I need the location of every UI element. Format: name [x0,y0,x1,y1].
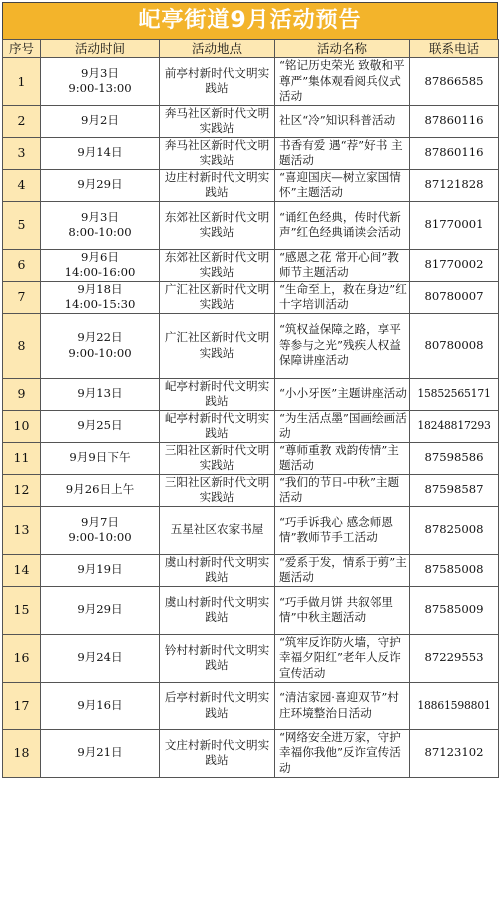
activity-time: 9月16日 [41,682,160,729]
table-row [3,58,499,106]
activity-location: 三阳社区新时代文明实践站 [160,474,275,506]
activity-location: 奔马社区新时代文明实践站 [160,137,275,169]
table-row [3,729,499,777]
row-index: 1 [3,58,41,106]
contact-phone: 81770001 [410,201,499,249]
table-row [3,169,499,201]
activity-time: 9月29日 [41,586,160,634]
row-index: 5 [3,201,41,249]
table-row [3,634,499,682]
contact-phone: 87121828 [410,169,499,201]
contact-phone: 80780008 [410,313,499,378]
table-row [3,410,499,442]
row-index: 7 [3,281,41,313]
header-location: 活动地点 [160,40,275,58]
header-index: 序号 [3,40,41,58]
activity-name: 社区“冷”知识科普活动 [275,105,410,137]
activity-time: 9月21日 [41,729,160,777]
contact-phone: 87598587 [410,474,499,506]
activity-location: 东郊社区新时代文明实践站 [160,201,275,249]
table-row [3,313,499,378]
table-row [3,442,499,474]
table-row [3,378,499,410]
activity-location: 三阳社区新时代文明实践站 [160,442,275,474]
activity-time: 9月7日 9:00-10:00 [41,506,160,554]
activity-name: “筑牢反诈防火墙，守护幸福夕阳红”老年人反诈宣传活动 [275,634,410,682]
contact-phone: 87866585 [410,58,499,106]
table-row [3,249,499,281]
activity-location: 钤村村新时代文明实践站 [160,634,275,682]
activity-name: “诵红色经典，传时代新声”红色经典诵读会活动 [275,201,410,249]
table-row [3,506,499,554]
table-row [3,201,499,249]
activity-schedule-sheet [2,2,498,907]
contact-phone: 87860116 [410,137,499,169]
activity-location: 东郊社区新时代文明实践站 [160,249,275,281]
activity-time: 9月13日 [41,378,160,410]
activity-name: “生命至上，救在身边”红十字培训活动 [275,281,410,313]
activity-time: 9月9日下午 [41,442,160,474]
activity-name: “感恩之花 常开心间”教师节主题活动 [275,249,410,281]
contact-phone: 81770002 [410,249,499,281]
activity-name: “爱系于发，情系于剪”主题活动 [275,554,410,586]
activity-location: 奔马社区新时代文明实践站 [160,105,275,137]
contact-phone: 87860116 [410,105,499,137]
contact-phone: 18861598801 [410,682,499,729]
activity-location: 边庄村新时代文明实践站 [160,169,275,201]
activity-location: 广汇社区新时代文明实践站 [160,281,275,313]
activity-time: 9月29日 [41,169,160,201]
activity-time: 9月14日 [41,137,160,169]
row-index: 11 [3,442,41,474]
page-title: 屺亭街道9月活动预告 [2,2,498,39]
activity-time: 9月3日 8:00-10:00 [41,201,160,249]
activity-location: 广汇社区新时代文明实践站 [160,313,275,378]
row-index: 10 [3,410,41,442]
contact-phone: 87825008 [410,506,499,554]
table-header-row [3,40,499,58]
header-time: 活动时间 [41,40,160,58]
activity-time: 9月18日 14:00-15:30 [41,281,160,313]
contact-phone: 80780007 [410,281,499,313]
contact-phone: 87123102 [410,729,499,777]
activity-name: “巧手诉我心 感念师恩情”教师节手工活动 [275,506,410,554]
activity-time: 9月22日 9:00-10:00 [41,313,160,378]
contact-phone: 18248817293 [410,410,499,442]
activity-name: “为生活点墨”国画绘画活动 [275,410,410,442]
row-index: 16 [3,634,41,682]
row-index: 13 [3,506,41,554]
header-activity-name: 活动名称 [275,40,410,58]
table-row [3,554,499,586]
table-row [3,105,499,137]
row-index: 3 [3,137,41,169]
header-phone: 联系电话 [410,40,499,58]
activity-name: “喜迎国庆—树立家国情怀”主题活动 [275,169,410,201]
activity-location: 虞山村新时代文明实践站 [160,586,275,634]
activity-location: 文庄村新时代文明实践站 [160,729,275,777]
activity-time: 9月26日上午 [41,474,160,506]
contact-phone: 87229553 [410,634,499,682]
activity-time: 9月24日 [41,634,160,682]
activity-time: 9月3日 9:00-13:00 [41,58,160,106]
row-index: 2 [3,105,41,137]
activity-location: 虞山村新时代文明实践站 [160,554,275,586]
activity-name: “巧手做月饼 共叙邻里情”中秋主题活动 [275,586,410,634]
activity-name: “清洁家园·喜迎双节”村庄环境整治日活动 [275,682,410,729]
activity-name: “筑权益保障之路，享平等参与之光”残疾人权益保障讲座活动 [275,313,410,378]
row-index: 4 [3,169,41,201]
contact-phone: 87598586 [410,442,499,474]
contact-phone: 87585008 [410,554,499,586]
row-index: 15 [3,586,41,634]
table-row [3,586,499,634]
activity-location: 前亭村新时代文明实践站 [160,58,275,106]
table-row [3,474,499,506]
contact-phone: 15852565171 [410,378,499,410]
row-index: 18 [3,729,41,777]
activity-time: 9月2日 [41,105,160,137]
table-row [3,682,499,729]
row-index: 17 [3,682,41,729]
activity-name: “我们的节日-中秋”主题活动 [275,474,410,506]
activity-name: “尊师重教 戏韵传情”主题活动 [275,442,410,474]
row-index: 6 [3,249,41,281]
activity-location: 屺亭村新时代文明实践站 [160,378,275,410]
activity-time: 9月25日 [41,410,160,442]
contact-phone: 87585009 [410,586,499,634]
activity-location: 后亭村新时代文明实践站 [160,682,275,729]
table-row [3,137,499,169]
activity-name: “小小牙医”主题讲座活动 [275,378,410,410]
row-index: 9 [3,378,41,410]
row-index: 14 [3,554,41,586]
activity-name: “铭记历史荣光 致敬和平尊严”集体观看阅兵仪式活动 [275,58,410,106]
activity-time: 9月19日 [41,554,160,586]
row-index: 12 [3,474,41,506]
activity-location: 屺亭村新时代文明实践站 [160,410,275,442]
activity-table [2,39,499,778]
row-index: 8 [3,313,41,378]
activity-time: 9月6日 14:00-16:00 [41,249,160,281]
activity-name: 书香有爱 遇“荐”好书 主题活动 [275,137,410,169]
activity-name: “网络安全进万家，守护幸福你我他”反诈宣传活动 [275,729,410,777]
table-row [3,281,499,313]
activity-location: 五星社区农家书屋 [160,506,275,554]
